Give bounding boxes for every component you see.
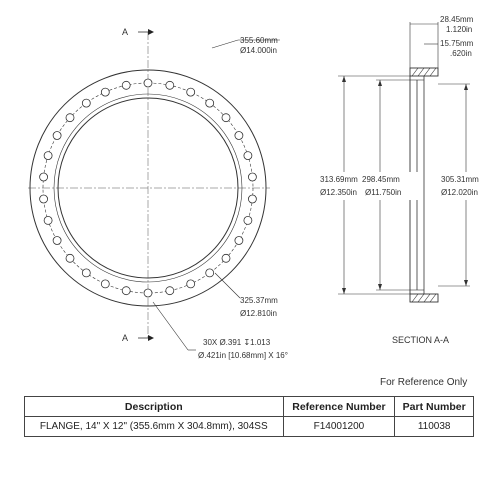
od-dim-in: Ø12.020in	[441, 188, 478, 197]
bolt-hole	[187, 88, 195, 96]
bolt-hole	[40, 195, 48, 203]
bolt-hole	[222, 114, 230, 122]
bolt-hole	[44, 152, 52, 160]
bolt-hole	[244, 216, 252, 224]
bolt-hole	[122, 81, 130, 89]
hole-callout-line1: 30X Ø.391 ↧1.013	[203, 338, 271, 347]
bolt-hole	[66, 114, 74, 122]
bolt-hole	[206, 269, 214, 277]
id1-dim-in: Ø12.350in	[320, 188, 357, 197]
bolt-hole	[206, 99, 214, 107]
bolt-hole	[235, 132, 243, 140]
bolt-hole	[235, 237, 243, 245]
bolt-hole	[101, 280, 109, 288]
outer-dim-leader	[212, 40, 238, 48]
od-dim-mm: 305.31mm	[441, 175, 479, 184]
step-in: .620in	[450, 49, 472, 58]
bolt-hole	[187, 280, 195, 288]
id2-dim-in: Ø11.750in	[365, 188, 402, 197]
bolt-hole	[248, 173, 256, 181]
table-row	[25, 417, 474, 437]
cell-part-number: 110038	[395, 417, 474, 437]
bolt-hole	[53, 237, 61, 245]
bolt-hole	[248, 195, 256, 203]
bolt-hole	[82, 269, 90, 277]
bolt-hole	[122, 287, 130, 295]
table-header-row	[25, 397, 474, 417]
step-mm: 15.75mm	[440, 39, 474, 48]
bolt-hole	[144, 79, 152, 87]
cell-description: FLANGE, 14" X 12" (355.6mm X 304.8mm), 304SS	[25, 417, 284, 437]
bolt-hole	[101, 88, 109, 96]
section-label-bottom: A	[122, 333, 129, 343]
reference-note: For Reference Only	[380, 377, 468, 388]
hole-callout-line2: Ø.421in [10.68mm] X 16°	[198, 351, 288, 360]
bolt-hole	[82, 99, 90, 107]
flange-section-bottom	[410, 294, 438, 302]
bc-dim-mm: 325.37mm	[240, 296, 278, 305]
outer-dim-mm: 355.60mm	[240, 36, 278, 45]
id2-dim-mm: 298.45mm	[362, 175, 400, 184]
bolt-hole	[144, 289, 152, 297]
bolt-hole	[40, 173, 48, 181]
thickness-in: 1.120in	[446, 25, 473, 34]
header-part-number: Part Number	[395, 397, 474, 417]
section-title: SECTION A-A	[392, 335, 450, 345]
outer-dim-in: Ø14.000in	[240, 46, 277, 55]
bolt-hole	[53, 132, 61, 140]
section-arrow-top	[148, 29, 154, 35]
section-label-top: A	[122, 27, 129, 37]
cell-reference-number: F14001200	[283, 417, 395, 437]
bolt-hole	[44, 216, 52, 224]
bolt-hole	[222, 254, 230, 262]
bolt-hole	[166, 81, 174, 89]
section-view	[318, 15, 486, 345]
header-description: Description	[25, 397, 284, 417]
header-reference-number: Reference Number	[283, 397, 395, 417]
id1-dim-mm: 313.69mm	[320, 175, 358, 184]
bolt-hole	[166, 287, 174, 295]
hole-callout-leader	[153, 302, 188, 350]
parts-table	[24, 396, 474, 437]
bolt-hole	[66, 254, 74, 262]
front-view	[28, 27, 288, 360]
bc-dim-leader	[215, 273, 240, 298]
bolt-hole	[244, 152, 252, 160]
thickness-mm: 28.45mm	[440, 15, 474, 24]
section-arrow-bottom	[148, 335, 154, 341]
bc-dim-in: Ø12.810in	[240, 309, 277, 318]
flange-section-top	[410, 68, 438, 76]
